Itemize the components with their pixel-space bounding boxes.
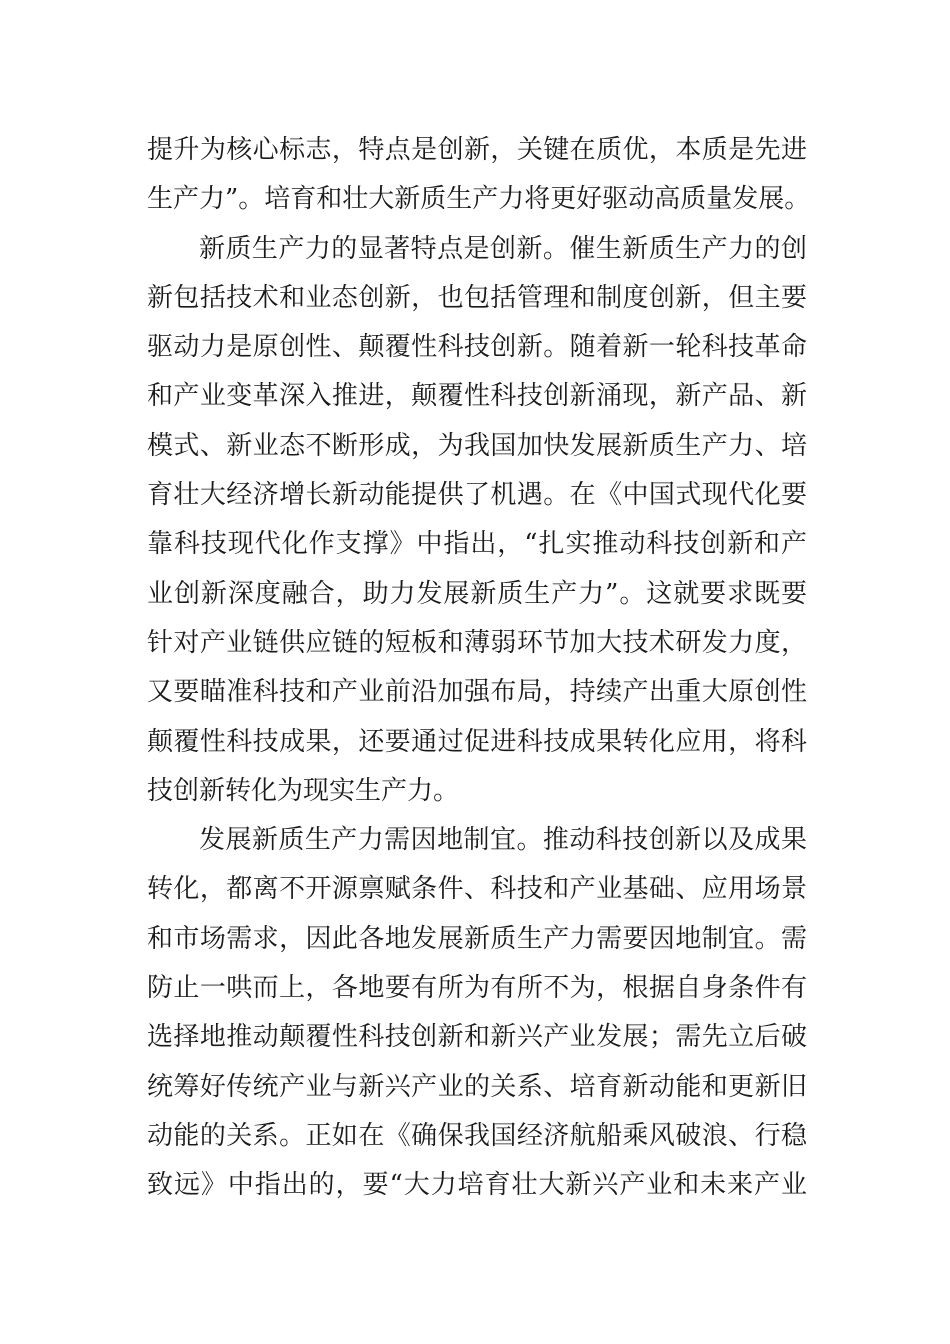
text-line: 驱动力是原创性、颠覆性科技创新。随着新一轮科技革命 — [147, 332, 807, 363]
text-line: 动能的关系。正如在《确保我国经济航船乘风破浪、行稳 — [147, 1120, 807, 1151]
text-line: 和市场需求，因此各地发展新质生产力需要因地制宜。需 — [147, 923, 807, 954]
text-line: 新质生产力的显著特点是创新。催生新质生产力的创 — [199, 233, 807, 264]
text-line: 靠科技现代化作支撑》中指出，“扎实推动科技创新和产 — [147, 529, 807, 560]
text-line: 统筹好传统产业与新兴产业的关系、培育新动能和更新旧 — [147, 1071, 807, 1102]
paragraph-2 — [147, 225, 807, 817]
text-line: 业创新深度融合，助力发展新质生产力”。这就要求既要 — [147, 578, 807, 609]
text-line: 发展新质生产力需因地制宜。推动科技创新以及成果 — [199, 825, 807, 856]
text-line: 技创新转化为现实生产力。 — [147, 775, 460, 806]
text-line: 转化，都离不开源禀赋条件、科技和产业基础、应用场景 — [147, 874, 807, 905]
text-line: 针对产业链供应链的短板和薄弱环节加大技术研发力度， — [147, 627, 807, 658]
paragraph-3 — [147, 816, 807, 1210]
text-line: 和产业变革深入推进，颠覆性科技创新涌现，新产品、新 — [147, 381, 807, 412]
text-line: 防止一哄而上，各地要有所为有所不为，根据自身条件有 — [147, 973, 807, 1004]
text-line: 新包括技术和业态创新，也包括管理和制度创新，但主要 — [147, 282, 807, 313]
text-line: 选择地推动颠覆性科技创新和新兴产业发展；需先立后破 — [147, 1022, 807, 1053]
text-line: 生产力”。培育和壮大新质生产力将更好驱动高质量发展。 — [147, 184, 811, 215]
paragraph-1 — [147, 126, 811, 225]
text-line: 颠覆性科技成果，还要通过促进科技成果转化应用，将科 — [147, 726, 807, 757]
text-line: 提升为核心标志，特点是创新，关键在质优，本质是先进 — [147, 135, 807, 165]
text-line: 致远》中指出的，要“大力培育壮大新兴产业和未来产业 — [147, 1170, 807, 1201]
text-line: 又要瞄准科技和产业前沿加强布局，持续产出重大原创性 — [147, 677, 807, 708]
text-line: 育壮大经济增长新动能提供了机遇。在《中国式现代化要 — [147, 480, 807, 511]
text-line: 模式、新业态不断形成，为我国加快发展新质生产力、培 — [147, 430, 807, 461]
document-body — [147, 126, 811, 1211]
